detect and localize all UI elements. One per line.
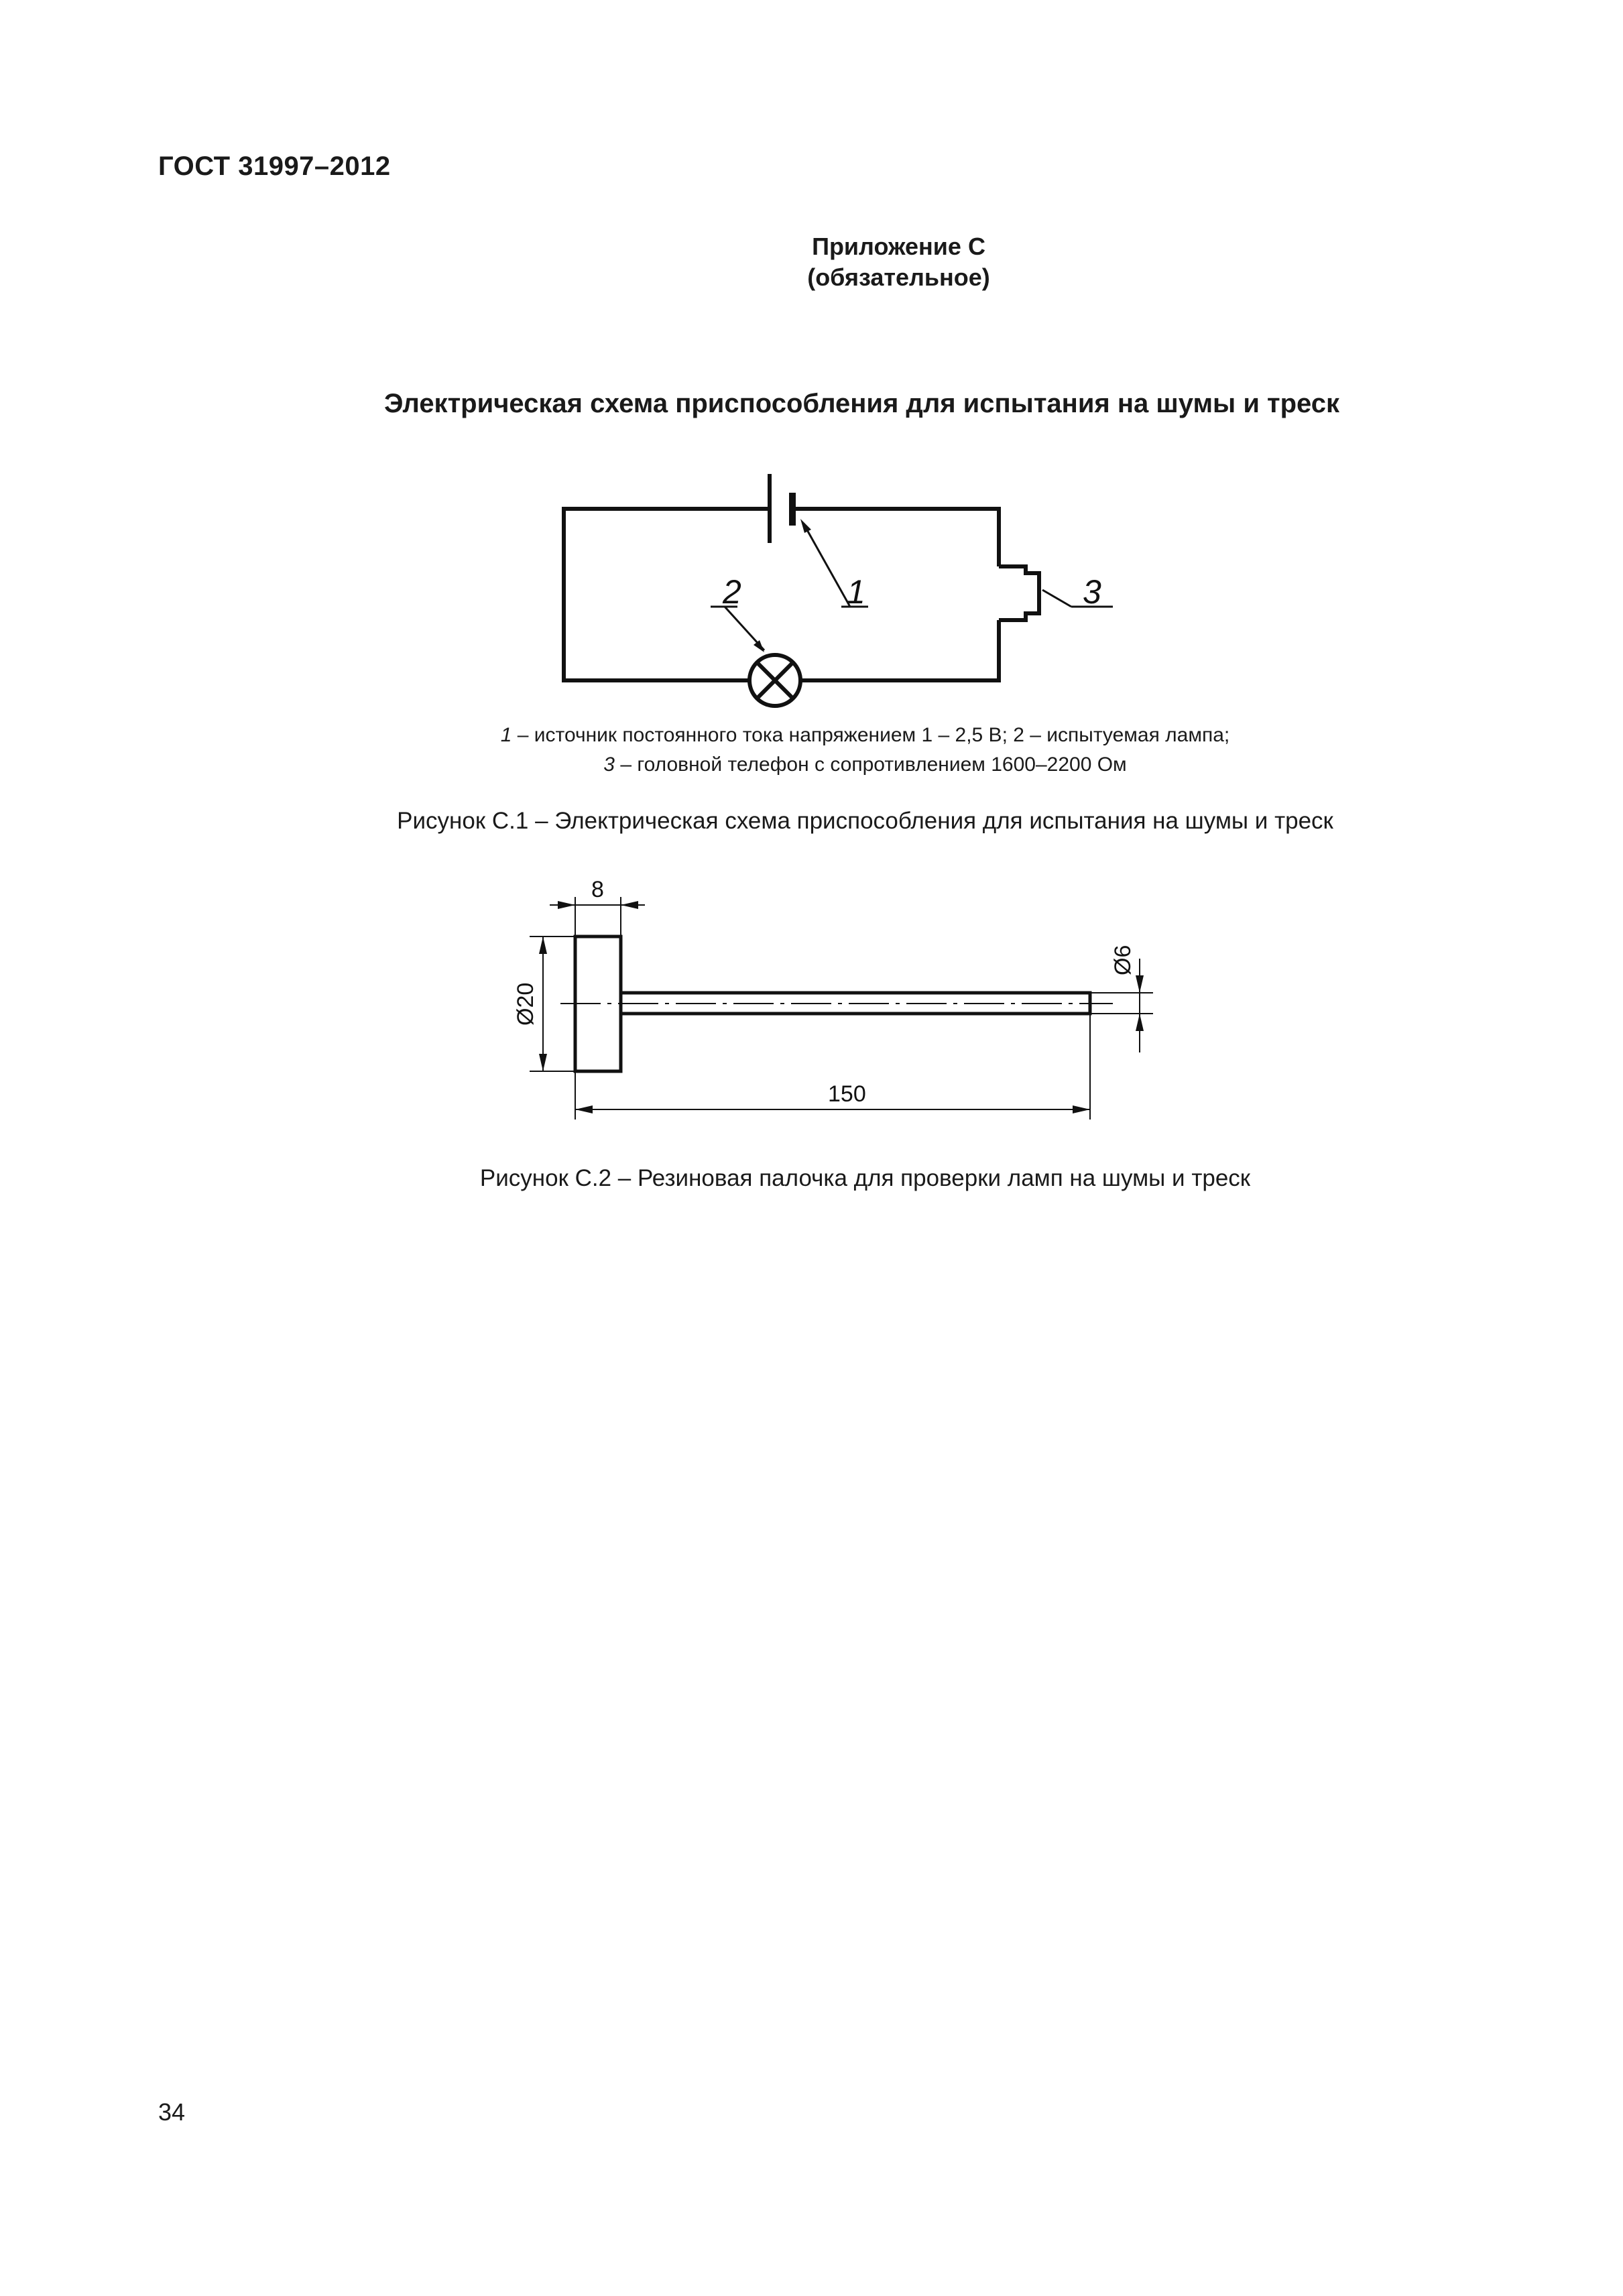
dim-head-diameter: Ø20 <box>513 982 538 1026</box>
leader-3 <box>1042 590 1071 607</box>
callout-3: 3 <box>1083 573 1101 611</box>
figure2-caption: Рисунок С.2 – Резиновая палочка для проверки ламп на шумы и треск <box>479 1165 1251 1191</box>
legend-item-3-number: 3 <box>603 753 615 776</box>
legend-item-1-text: – источник постоянного тока напряжением 1 – 2,5 В; 2 – испытуемая лампа; <box>512 724 1230 746</box>
circuit-wire-bottom-right <box>800 620 999 680</box>
dim-length: 150 <box>828 1081 866 1107</box>
dim-rod-diameter: Ø6 <box>1110 945 1136 975</box>
rubber-stick-drawing <box>513 877 1153 1120</box>
circuit-diagram <box>564 474 1039 706</box>
annex-status: (обязательное) <box>807 263 990 291</box>
legend-line-2 <box>107 750 1623 780</box>
callout-1: 1 <box>847 573 865 611</box>
legend-item-3-text: – головной телефон с сопротивлением 1600–2200 Ом <box>614 753 1127 776</box>
leader-1 <box>803 523 850 607</box>
document-standard-header: ГОСТ 31997–2012 <box>158 152 391 181</box>
legend-item-1-number: 1 <box>500 724 512 746</box>
figure1-caption: Рисунок С.1 – Электрическая схема приспособления для испытания на шумы и треск <box>397 808 1333 834</box>
figure1-legend <box>0 721 1623 780</box>
callout-2: 2 <box>723 573 741 611</box>
page-number: 34 <box>158 2098 186 2126</box>
headphone-symbol <box>999 566 1039 620</box>
dim-head-width: 8 <box>591 877 604 902</box>
legend-line-1 <box>107 721 1623 750</box>
annex-title: Приложение С <box>812 233 985 260</box>
section-title: Электрическая схема приспособления для испытания на шумы и треск <box>383 389 1340 418</box>
